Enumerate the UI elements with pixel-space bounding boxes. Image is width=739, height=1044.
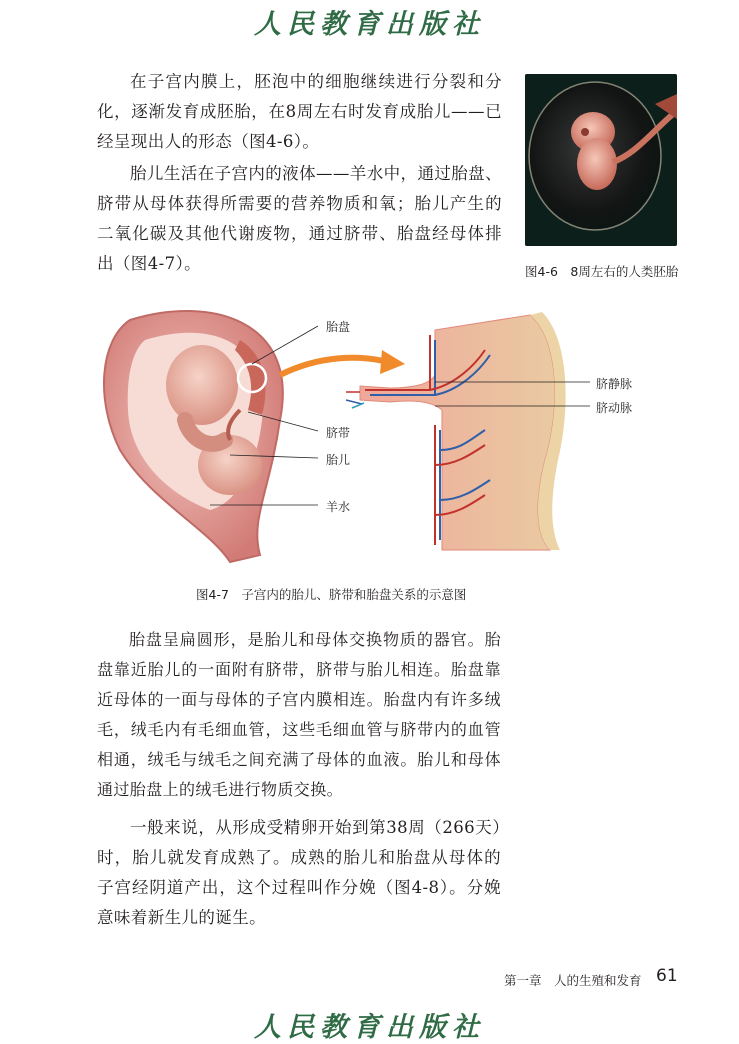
- uterus-placenta-illustration: [90, 300, 650, 575]
- label-umbilical-artery: 脐动脉: [596, 401, 633, 415]
- label-amniotic-fluid: 羊水: [326, 500, 351, 514]
- paragraph-embryo-development: 在子宫内膜上，胚泡中的细胞继续进行分裂和分化，逐渐发育成胚胎，在8周左右时发育成胎儿——已经呈现出人的形态（图4-6）。: [97, 72, 502, 151]
- figure-embryo-photo: [525, 74, 677, 246]
- embryo-illustration: [525, 74, 677, 246]
- label-umbilical-vein: 脐静脉: [596, 377, 633, 391]
- publisher-watermark-top: 人民教育出版社: [254, 9, 485, 40]
- figure-4-7-caption: 图4-7 子宫内的胎儿、脐带和胎盘关系的示意图: [196, 587, 467, 602]
- paragraph-amniotic-fluid: 胎儿生活在子宫内的液体——羊水中，通过胎盘、脐带从母体获得所需要的营养物质和氧；胎儿产生的二氧化碳及其他代谢废物，通过脐带、胎盘经母体排出（图4-7）。: [97, 164, 502, 273]
- page-number: 61: [656, 966, 678, 986]
- paragraph-placenta: 胎盘呈扁圆形，是胎儿和母体交换物质的器官。胎盘靠近胎儿的一面附有脐带，脐带与胎儿相连。胎盘靠近母体的一面与母体的子宫内膜相连。胎盘内有许多绒毛，绒毛内有毛细血管，这些毛细血管与脐带内的血管相通，绒毛与绒毛之间充满了母体的血液。胎儿和母体通过胎盘上的绒毛进行物质交换。: [97, 630, 501, 799]
- figure-uterus-diagram: [90, 300, 650, 575]
- label-umbilical-cord: 脐带: [326, 426, 351, 440]
- footer-chapter-title: 第一章 人的生殖和发育: [504, 973, 642, 988]
- publisher-watermark-bottom: 人民教育出版社: [254, 1012, 485, 1043]
- label-fetus: 胎儿: [326, 453, 351, 467]
- label-placenta: 胎盘: [326, 320, 351, 334]
- paragraph-birth: 一般来说，从形成受精卵开始到第38周（266天）时，胎儿就发育成熟了。成熟的胎儿和胎盘从母体的子宫经阴道产出，这个过程叫作分娩（图4-8）。分娩意味着新生儿的诞生。: [97, 818, 501, 927]
- figure-4-6-caption: 图4-6 8周左右的人类胚胎: [525, 264, 679, 279]
